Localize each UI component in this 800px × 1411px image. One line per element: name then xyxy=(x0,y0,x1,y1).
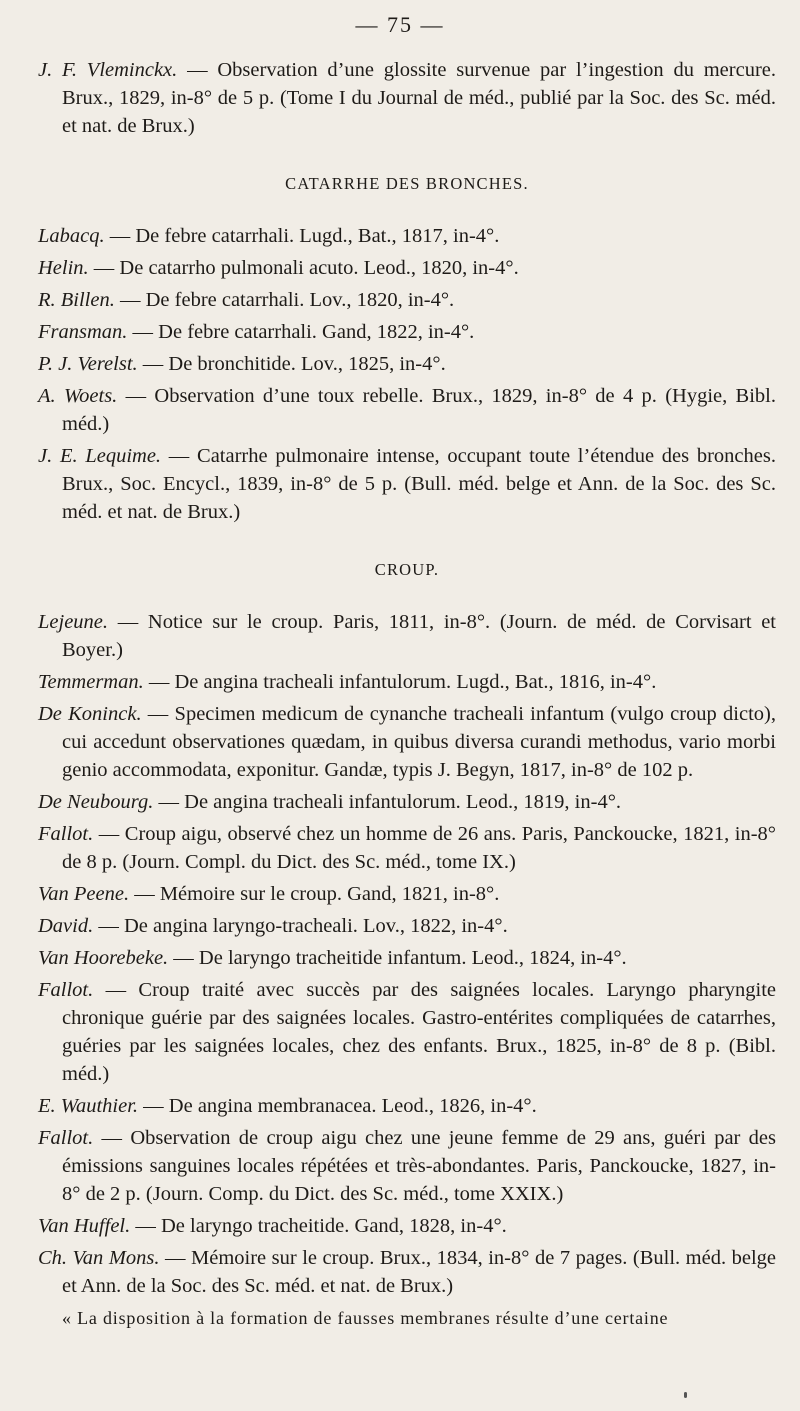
entry-text: — De laryngo tracheitide infantum. Leod., 1824, in-4°. xyxy=(168,947,627,969)
entry-author: Fallot. xyxy=(38,979,94,1001)
bibliography-entry xyxy=(38,254,776,282)
bibliography-entry xyxy=(38,1092,776,1120)
bibliography-entry xyxy=(38,608,776,664)
entry-text: — Observation de croup aigu chez une jeune femme de 29 ans, guéri par des émissions sanguines locales répétées et très-abondantes. Paris, Panckoucke, 1827, in-8° de 2 p. (Journ. Comp. du Dict. des Sc. méd., tome XXIX.) xyxy=(62,1127,776,1205)
entry-text: — De angina tracheali infantulorum. Lugd., Bat., 1816, in-4°. xyxy=(143,671,657,693)
entry-text: — De febre catarrhali. Gand, 1822, in-4°. xyxy=(127,321,475,343)
entry-text: — De laryngo tracheitide. Gand, 1828, in-4°. xyxy=(130,1215,507,1237)
entry-text: — De bronchitide. Lov., 1825, in-4°. xyxy=(137,353,446,375)
entry-text: — Observation d’une glossite survenue par l’ingestion du mercure. Brux., 1829, in-8° de 5 p. (Tome I du Journal de méd., publié par la Soc. des Sc. méd. et nat. de Brux.) xyxy=(62,59,777,137)
entry-text: — Specimen medicum de cynanche tracheali infantum (vulgo croup dicto), cui accedunt observationes quædam, in quibus diversa curandi methodus, vario morbi genio accommodata, exponitur. Gandæ, typis J. Begyn, 1817, in-8° de 102 p. xyxy=(62,703,776,781)
entry-author: Van Huffel. xyxy=(38,1215,131,1237)
bibliography-entry xyxy=(38,1212,776,1240)
entry-text: — De angina tracheali infantulorum. Leod., 1819, in-4°. xyxy=(153,791,622,813)
bibliography-entry xyxy=(38,222,776,250)
entry-text: — De febre catarrhali. Lov., 1820, in-4°. xyxy=(114,289,455,311)
bibliography-entry xyxy=(38,350,776,378)
bibliography-entry xyxy=(38,1124,776,1208)
entry-text: — Croup aigu, observé chez un homme de 26 ans. Paris, Panckoucke, 1821, in-8° de 8 p. (Journ. Compl. du Dict. des Sc. méd., tome IX.) xyxy=(62,823,776,873)
entry-author: Lejeune. xyxy=(38,611,109,633)
bibliography-entry xyxy=(38,700,776,784)
entry-text: — Observation d’une toux rebelle. Brux., 1829, in-8° de 4 p. (Hygie, Bibl. méd.) xyxy=(62,385,776,435)
entry-author: E. Wauthier. xyxy=(38,1095,139,1117)
entry-author: Fransman. xyxy=(38,321,128,343)
page-content xyxy=(38,56,776,1332)
entry-author: Van Hoorebeke. xyxy=(38,947,169,969)
entry-text: — De catarrho pulmonali acuto. Leod., 1820, in-4°. xyxy=(88,257,519,279)
entry-author: J. E. Lequime. xyxy=(38,445,162,467)
bibliography-entry xyxy=(38,944,776,972)
bibliography-entry xyxy=(38,442,776,526)
page-number: — 75 — xyxy=(355,12,445,37)
entry-author: De Koninck. xyxy=(38,703,142,725)
entry-author: A. Woets. xyxy=(38,385,118,407)
entry-author: Temmerman. xyxy=(38,671,144,693)
bibliography-entry xyxy=(38,912,776,940)
entry-author: R. Billen. xyxy=(38,289,115,311)
bibliography-entry xyxy=(38,1244,776,1300)
bibliography-entry xyxy=(38,880,776,908)
entry-author: De Neubourg. xyxy=(38,791,154,813)
entry-text: — Catarrhe pulmonaire intense, occupant toute l’étendue des bronches. Brux., Soc. Encycl., 1839, in-8° de 5 p. (Bull. méd. belge et Ann. de la Soc. des Sc. méd. et nat. de Brux.) xyxy=(62,445,776,523)
bibliography-entry xyxy=(38,668,776,696)
entry-author: P. J. Verelst. xyxy=(38,353,138,375)
bibliography-entry xyxy=(38,286,776,314)
entry-text: — Notice sur le croup. Paris, 1811, in-8°. (Journ. de méd. de Corvisart et Boyer.) xyxy=(62,611,776,661)
entry-author: Fallot. xyxy=(38,1127,94,1149)
section-heading-catarrhe: CATARRHE DES BRONCHES. xyxy=(285,174,529,193)
entry-text: — Mémoire sur le croup. Gand, 1821, in-8°. xyxy=(129,883,500,905)
bibliography-entry xyxy=(38,788,776,816)
entry-author: Labacq. xyxy=(38,225,105,247)
bibliography-entry xyxy=(38,382,776,438)
entry-author: Van Peene. xyxy=(38,883,130,905)
bibliography-entry xyxy=(38,318,776,346)
entry-author: Helin. xyxy=(38,257,89,279)
ink-speck xyxy=(684,1392,687,1398)
entry-text: — De angina membranacea. Leod., 1826, in-4°. xyxy=(138,1095,537,1117)
bibliography-entry xyxy=(38,976,776,1088)
entry-author: Fallot. xyxy=(38,823,94,845)
closing-quote: « La disposition à la formation de fausses membranes résulte d’une certaine xyxy=(62,1308,669,1328)
entry-author: J. F. Vleminckx. xyxy=(38,59,178,81)
bibliography-entry xyxy=(38,56,776,140)
section-heading-croup: CROUP. xyxy=(374,560,440,579)
entry-text: — De angina laryngo-tracheali. Lov., 1822, in-4°. xyxy=(93,915,508,937)
entry-author: Ch. Van Mons. xyxy=(38,1247,160,1269)
entry-text: — Mémoire sur le croup. Brux., 1834, in-8° de 7 pages. (Bull. méd. belge et Ann. de la Soc. des Sc. méd. et nat. de Brux.) xyxy=(62,1247,776,1297)
bibliography-entry xyxy=(38,820,776,876)
entry-author: David. xyxy=(38,915,94,937)
entry-text: — De febre catarrhali. Lugd., Bat., 1817, in-4°. xyxy=(104,225,500,247)
entry-text: — Croup traité avec succès par des saignées locales. Laryngo pharyngite chronique guérie par des saignées locales. Gastro-entérites compliquées de catarrhes, guéries par les saignées locales, chez des enfants. Brux., 1825, in-8° de 8 p. (Bibl. méd.) xyxy=(62,979,776,1085)
